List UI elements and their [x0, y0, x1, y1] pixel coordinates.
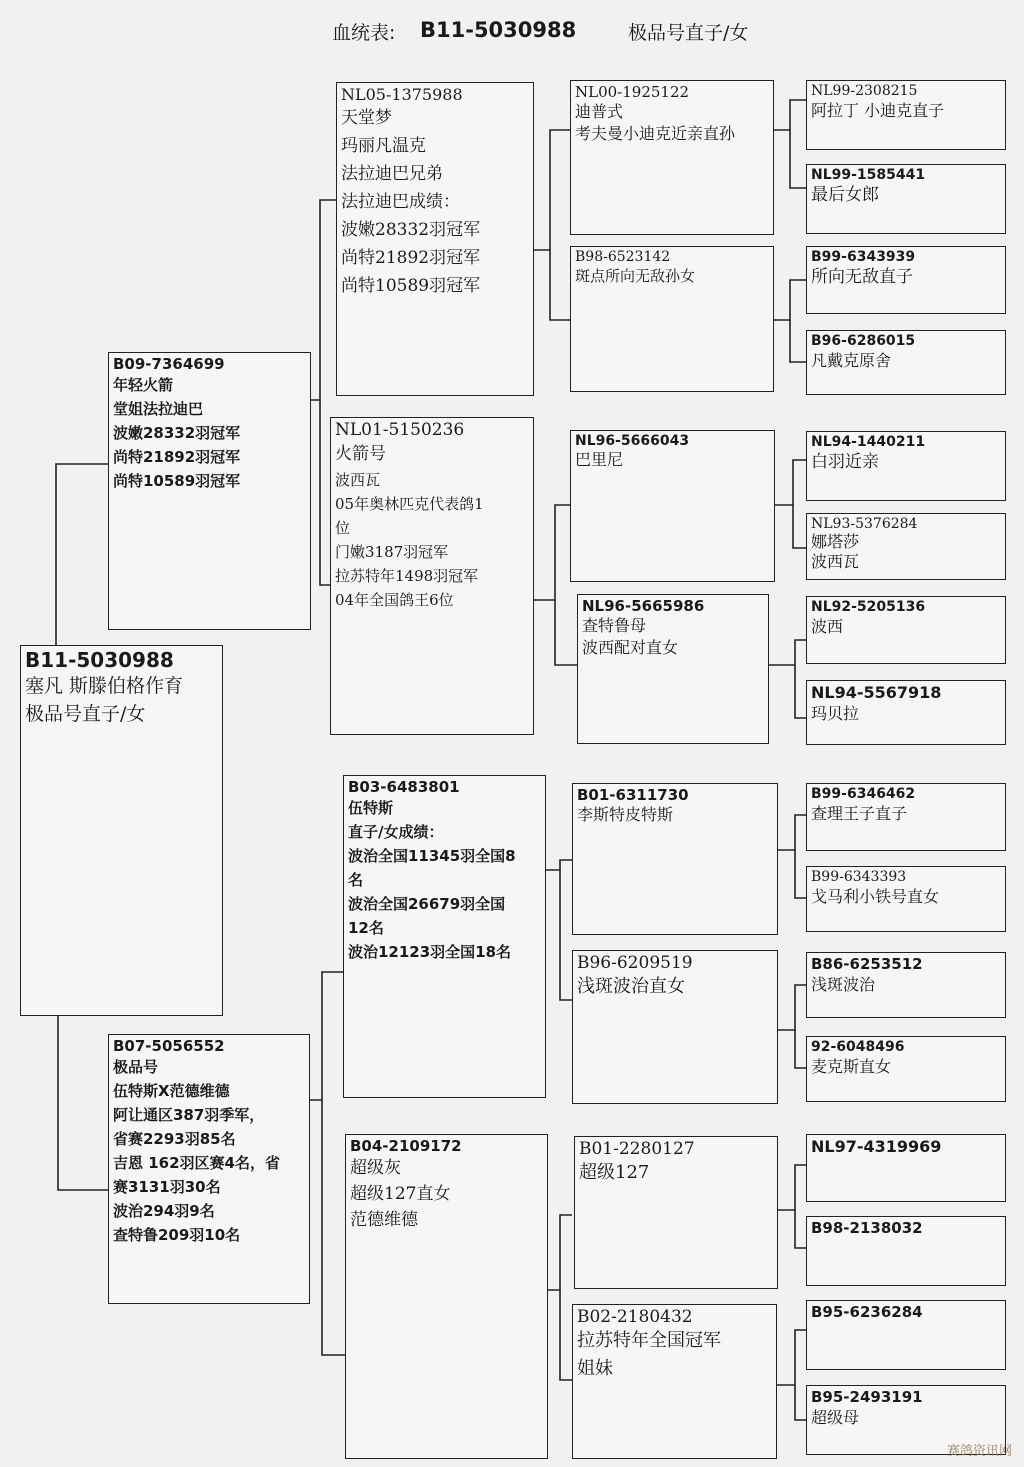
sire-line: 年轻火箭: [113, 376, 174, 394]
sire-dam-line: 拉苏特年1498羽冠军: [335, 567, 479, 585]
dam-sire-box: [343, 775, 546, 1098]
subject-line: 塞凡 斯滕伯格作育: [25, 675, 184, 697]
dss-ring-number: B01-6311730: [577, 786, 689, 804]
g5-line: 凡戴克原舍: [811, 351, 892, 370]
dds-box: [574, 1136, 778, 1289]
dds-ring-number: B01-2280127: [579, 1139, 695, 1159]
g5-ring-number: B95-2493191: [811, 1388, 923, 1406]
sire-ring-number: B09-7364699: [113, 355, 225, 373]
g5-box: [806, 1216, 1006, 1286]
g5-box: [806, 80, 1006, 150]
site-watermark: 赛鸽资讯网: [946, 1444, 1012, 1459]
dam-line: 波治294羽9名: [113, 1202, 215, 1220]
g5-line: 麦克斯直女: [811, 1057, 892, 1076]
title-ring-number: B11-5030988: [420, 18, 577, 42]
sdd-box: [577, 594, 769, 744]
dam-ring-number: B07-5056552: [113, 1037, 225, 1055]
sds-ring-number: NL96-5666043: [575, 433, 690, 449]
sire-sire-line: 尚特10589羽冠军: [341, 276, 481, 296]
g5-ring-number: NL99-1585441: [811, 167, 926, 183]
title-tag: 极品号直子/女: [628, 22, 749, 44]
sire-dam-ring-number: NL01-5150236: [335, 420, 465, 440]
g5-ring-number: B99-6346462: [811, 786, 916, 802]
subject-line: 极品号直子/女: [25, 703, 146, 725]
sire-sire-box: [336, 82, 534, 396]
g5-line: 查理王子直子: [811, 804, 908, 823]
g5-line: 浅斑波治: [811, 975, 876, 994]
g5-box: [806, 596, 1006, 664]
dam-line: 吉恩 162羽区赛4名，省: [113, 1154, 280, 1172]
dam-sire-line: 伍特斯: [348, 799, 394, 817]
dam-sire-line: 名: [348, 871, 364, 889]
g5-line: 超级母: [811, 1408, 860, 1427]
sdd-ring-number: NL96-5665986: [582, 597, 705, 615]
sire-dam-line: 门嫩3187羽冠军: [335, 543, 449, 561]
g5-line: 娜塔莎: [811, 532, 860, 551]
dam-sire-line: 直子/女成绩：: [348, 823, 444, 841]
sire-box: [108, 352, 311, 630]
sss-box: [570, 80, 774, 235]
sire-line: 堂姐法拉迪巴: [113, 400, 204, 418]
g5-line: 玛贝拉: [811, 704, 860, 723]
g5-ring-number: 92-6048496: [811, 1039, 905, 1055]
ddd-ring-number: B02-2180432: [577, 1307, 693, 1327]
g5-line: 戈马利小铁号直女: [811, 887, 940, 906]
dsd-line: 浅斑波治直女: [577, 976, 685, 997]
g5-box: [806, 246, 1006, 314]
dam-dam-ring-number: B04-2109172: [350, 1137, 462, 1155]
g5-box: [806, 680, 1006, 745]
g5-box: [806, 1036, 1006, 1102]
title-prefix: 血统表:: [332, 22, 396, 44]
g5-line: 波西: [811, 617, 844, 636]
g5-ring-number: B98-2138032: [811, 1219, 923, 1237]
g5-line: 阿拉丁 小迪克直子: [811, 101, 945, 120]
sire-dam-line: 波西瓦: [335, 471, 381, 489]
subject-ring-number: B11-5030988: [25, 648, 174, 672]
sire-dam-box: [330, 417, 534, 735]
g5-line: 所向无敌直子: [811, 267, 913, 287]
dam-sire-line: 12名: [348, 919, 384, 937]
sdd-line: 波西配对直女: [582, 638, 679, 657]
g5-ring-number: NL94-5567918: [811, 683, 942, 702]
dam-dam-line: 范德维德: [350, 1210, 418, 1230]
sire-line: 尚特10589羽冠军: [113, 472, 241, 490]
dam-line: 赛3131羽30名: [113, 1178, 221, 1196]
g5-ring-number: B86-6253512: [811, 955, 923, 973]
g5-ring-number: NL97-4319969: [811, 1137, 942, 1156]
g5-box: [806, 164, 1006, 234]
dam-line: 极品号: [113, 1058, 159, 1076]
ddd-line: 拉苏特年全国冠军: [577, 1330, 721, 1351]
sire-sire-line: 天堂梦: [341, 108, 392, 128]
g5-ring-number: NL93-5376284: [811, 516, 918, 532]
g5-box: [806, 513, 1006, 580]
sire-sire-line: 尚特21892羽冠军: [341, 248, 481, 268]
sire-dam-line: 位: [335, 519, 351, 537]
sire-dam-line: 火箭号: [335, 444, 386, 464]
dss-line: 李斯特皮特斯: [577, 805, 674, 824]
subject-box: [20, 645, 223, 1016]
sds-line: 巴里尼: [575, 450, 624, 469]
dss-box: [572, 783, 778, 935]
sire-dam-line: 05年奥林匹克代表鸽1: [335, 495, 484, 513]
g5-line: 白羽近亲: [811, 452, 879, 472]
dam-sire-line: 波治全国26679羽全国: [348, 895, 506, 913]
dsd-ring-number: B96-6209519: [577, 953, 693, 973]
dam-dam-line: 超级127直女: [350, 1184, 451, 1204]
sire-sire-line: 法拉迪巴兄弟: [341, 164, 443, 184]
g5-box: [806, 952, 1006, 1018]
sire-dam-line: 04年全国鸽王6位: [335, 591, 454, 609]
sire-line: 尚特21892羽冠军: [113, 448, 241, 466]
dsd-box: [572, 950, 778, 1104]
sdd-line: 查特鲁母: [582, 616, 647, 635]
g5-box: [806, 1300, 1006, 1370]
sire-line: 波嫩28332羽冠军: [113, 424, 241, 442]
sds-box: [570, 430, 775, 582]
ddd-line: 姐妹: [577, 1358, 613, 1379]
g5-box: [806, 330, 1006, 395]
dam-line: 省赛2293羽85名: [113, 1130, 236, 1148]
dam-line: 阿让通区387羽季军，: [113, 1106, 265, 1124]
dam-sire-line: 波治全国11345羽全国8: [348, 847, 516, 865]
ssd-box: [570, 246, 774, 392]
sire-sire-line: 玛丽凡温克: [341, 136, 426, 156]
sire-sire-ring-number: NL05-1375988: [341, 85, 463, 104]
sss-ring-number: NL00-1925122: [575, 83, 690, 101]
g5-line: 波西瓦: [811, 552, 860, 571]
dam-dam-line: 超级灰: [350, 1158, 401, 1178]
ssd-line: 斑点所向无敌孙女: [575, 267, 696, 285]
sss-line: 迪普式: [575, 102, 624, 121]
g5-ring-number: B96-6286015: [811, 333, 916, 349]
g5-box: [806, 866, 1006, 932]
g5-box: [806, 783, 1006, 851]
g5-box: [806, 1134, 1006, 1202]
dds-line: 超级127: [579, 1162, 650, 1183]
dam-box: [108, 1034, 310, 1304]
sire-sire-line: 法拉迪巴成绩：: [341, 192, 460, 212]
dam-sire-ring-number: B03-6483801: [348, 778, 460, 796]
g5-ring-number: B99-6343939: [811, 249, 916, 265]
g5-ring-number: NL94-1440211: [811, 434, 926, 450]
g5-ring-number: NL99-2308215: [811, 83, 918, 99]
g5-ring-number: B95-6236284: [811, 1303, 923, 1321]
g5-ring-number: NL92-5205136: [811, 599, 926, 615]
sire-sire-line: 波嫩28332羽冠军: [341, 220, 481, 240]
g5-ring-number: B99-6343393: [811, 869, 907, 885]
dam-sire-line: 波治12123羽全国18名: [348, 943, 512, 961]
ddd-box: [572, 1304, 777, 1459]
dam-line: 查特鲁209羽10名: [113, 1226, 241, 1244]
dam-line: 伍特斯X范德维德: [113, 1082, 230, 1100]
g5-line: 最后女郎: [811, 185, 879, 205]
sss-line: 考夫曼小迪克近亲直孙: [575, 124, 736, 143]
dam-dam-box: [345, 1134, 548, 1459]
g5-box: [806, 431, 1006, 501]
ssd-ring-number: B98-6523142: [575, 249, 671, 265]
